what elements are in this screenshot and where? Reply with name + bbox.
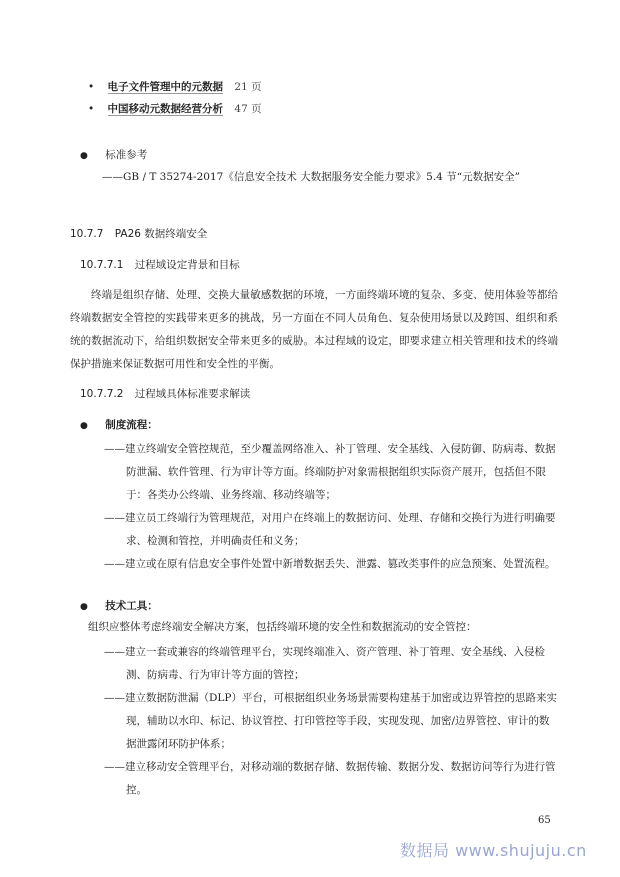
link-item[interactable] — [88, 101, 262, 116]
list-item: ——建立一套或兼容的终端管理平台，实现终端准入、资产管理、补丁管理、安全基线、入侵检测、防病毒、行为审计等方面的管控； — [104, 646, 545, 681]
subsection-heading — [80, 386, 250, 401]
page-number: 65 — [538, 815, 551, 826]
background-paragraph: 终端是组织存储、处理、交换大量敏感数据的环境，一方面终端环境的复杂、多变、使用体验等都给终端数据安全管控的实践带来更多的挑战，另一方面在不同人员角色、复杂使用场景以及跨国、组织和系统的数据流动下，给组织数据安全带来更多的威胁。本过程域的设定，即要求建立相关管理和技术的终端保护措施来保证数据可用性和安全性的平衡。 — [70, 289, 558, 370]
link-title[interactable]: 中国移动元数据经营分析 — [107, 103, 224, 115]
subsection-heading — [80, 257, 240, 272]
policy-heading-text: 制度流程： — [105, 419, 158, 431]
subsection-number: 10.7.7.1 — [80, 259, 124, 271]
list-item: ——建立或在原有信息安全事件处置中新增数据丢失、泄露、篡改类事件的应急预案、处置流程。 — [104, 558, 556, 570]
list-item: ——建立员工终端行为管理规范，对用户在终端上的数据访问、处理、存储和交换行为进行明确要求、检测和管控，并明确责任和义务； — [104, 512, 556, 547]
policy-heading — [80, 417, 158, 432]
watermark: 数据局 www.shujuju.cn — [400, 841, 587, 860]
standard-ref-heading — [80, 147, 147, 162]
policy-list — [104, 438, 558, 576]
bullet-icon: ● — [80, 602, 88, 612]
section-title: PA26 数据终端安全 — [114, 228, 208, 240]
tools-intro: 组织应整体考虑终端安全解决方案，包括终端环境的安全性和数据流动的安全管控： — [88, 621, 477, 633]
tools-list — [104, 641, 558, 802]
bullet-icon: ● — [80, 151, 88, 161]
section-number: 10.7.7 — [70, 228, 104, 240]
bullet-icon: ● — [80, 421, 88, 431]
list-item: ——建立终端安全管控规范，至少覆盖网络准入、补丁管理、安全基线、入侵防御、防病毒、数据防泄漏、软件管理、行为审计等方面。终端防护对象需根据组织实际资产展开，包括但不限于：各类办公终端、业务终端、移动终端等； — [104, 443, 556, 501]
bullet-icon: • — [88, 81, 95, 93]
link-title[interactable]: 电子文件管理中的元数据 — [107, 81, 224, 93]
list-item: ——建立数据防泄漏（DLP）平台，可根据组织业务场景需要构建基于加密或边界管控的思路来实现，辅助以水印、标记、协议管控、打印管控等手段，实现发现、加密/边界管控、审计的数据泄露闭环防护体系； — [104, 692, 557, 750]
section-heading — [70, 226, 207, 241]
standard-ref-label: 标准参考 — [105, 149, 148, 161]
link-item[interactable] — [88, 79, 262, 94]
tools-heading-text: 技术工具： — [105, 600, 158, 612]
tools-heading — [80, 598, 158, 613]
bullet-icon: • — [88, 103, 95, 115]
list-item: ——建立移动安全管理平台，对移动端的数据存储、数据传输、数据分发、数据访问等行为进行管控。 — [104, 761, 556, 796]
subsection-title: 过程域设定背景和目标 — [134, 259, 240, 271]
link-page: 47 页 — [234, 103, 262, 115]
link-page: 21 页 — [234, 81, 262, 93]
subsection-number: 10.7.7.2 — [80, 388, 124, 400]
standard-ref-text: ——GB / T 35274-2017《信息安全技术 大数据服务安全能力要求》5.4 节“元数据安全” — [102, 171, 520, 183]
subsection-title: 过程域具体标准要求解读 — [134, 388, 251, 400]
